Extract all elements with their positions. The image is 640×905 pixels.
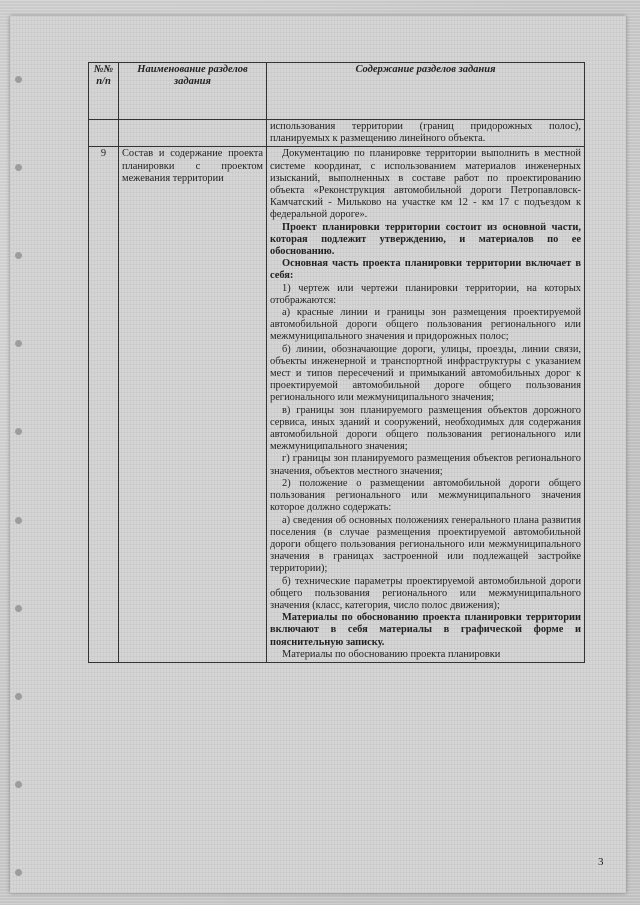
continuation-paragraph: использования территории (границ придорожных полос), планируемых к размещению линейного объекта.	[270, 121, 581, 145]
row-section-name: Состав и содержание проекта планировки с проектом межевания территории	[119, 147, 267, 663]
continuation-text	[267, 120, 585, 147]
binder-hole	[15, 252, 22, 259]
binder-hole	[15, 76, 22, 83]
content-paragraph: Материалы по обоснованию проекта планировки	[282, 648, 501, 660]
content-paragraph: Материалы по обоснованию проекта планировки территории включают в себя материалы в графической форме и пояснительную записку.	[270, 612, 581, 648]
binder-hole	[15, 164, 22, 171]
row-section-content	[267, 147, 585, 663]
content-paragraph: а) сведения об основных положениях генерального плана развития поселения (в случае размещения проектируемой автомобильной дороги общего пользования регионального или межмуниципального значения в границах застроенной или подлежащей застройке территории);	[270, 514, 581, 575]
continuation-number-cell	[89, 120, 119, 147]
content-paragraph: в) границы зон планируемого размещения объектов дорожного сервиса, иных зданий и сооружений, необходимых для содержания автомобильной дороги общего пользования регионального или межмуниципального значения;	[270, 404, 581, 453]
content-paragraph: б) технические параметры проектируемой автомобильной дороги общего пользования регионального или межмуниципального значения (класс, категория, число полос движения);	[270, 575, 581, 611]
continuation-row	[89, 120, 585, 147]
binder-hole	[15, 605, 22, 612]
continuation-name-cell	[119, 120, 267, 147]
table-header-row	[89, 63, 585, 120]
content-paragraph: Основная часть проекта планировки территории включает в себя:	[270, 258, 581, 282]
binder-holes	[15, 76, 23, 876]
binder-hole	[15, 517, 22, 524]
header-number: №№ п/п	[89, 63, 119, 120]
binder-hole	[15, 869, 22, 876]
content-paragraph: Документацию по планировке территории выполнить в местной системе координат, с использованием материалов инженерных изысканий, выполненных в составе работ по проектированию объекта «Реконструкция автомобильной дороги Петропавловск-Камчатский - Мильково на участке км 12 - км 17 с подъездом к федеральной дороге».	[270, 148, 581, 221]
content-paragraph: 1) чертеж или чертежи планировки территории, на которых отображаются:	[270, 282, 581, 306]
content-paragraph: б) линии, обозначающие дороги, улицы, проезды, линии связи, объекты инженерной и транспортной инфраструктуры с указанием мест и типов пересечений и примыканий автомобильных дорог к проектируемой автомобильной дороге общего пользования регионального или межмуниципального значения;	[270, 343, 581, 404]
binder-hole	[15, 693, 22, 700]
content-paragraph: Проект планировки территории состоит из основной части, которая подлежит утверждению, и материалов по ее обоснованию.	[270, 221, 581, 258]
content-paragraph: г) границы зон планируемого размещения объектов регионального значения, объектов местного значения;	[270, 453, 581, 477]
row-number: 9	[89, 147, 119, 663]
task-table	[88, 62, 585, 663]
header-section-name: Наименование разделов задания	[119, 63, 267, 120]
page-number: 3	[598, 856, 604, 868]
content-paragraph: а) красные линии и границы зон размещения проектируемой автомобильной дороги общего пользования регионального или межмуниципального значения и придорожных полос;	[270, 307, 581, 343]
table-row	[89, 147, 585, 663]
binder-hole	[15, 781, 22, 788]
header-section-content: Содержание разделов задания	[267, 63, 585, 120]
binder-hole	[15, 428, 22, 435]
content-paragraph: 2) положение о размещении автомобильной дороги общего пользования регионального или межмуниципального значения которое должно содержать:	[270, 477, 581, 514]
binder-hole	[15, 340, 22, 347]
